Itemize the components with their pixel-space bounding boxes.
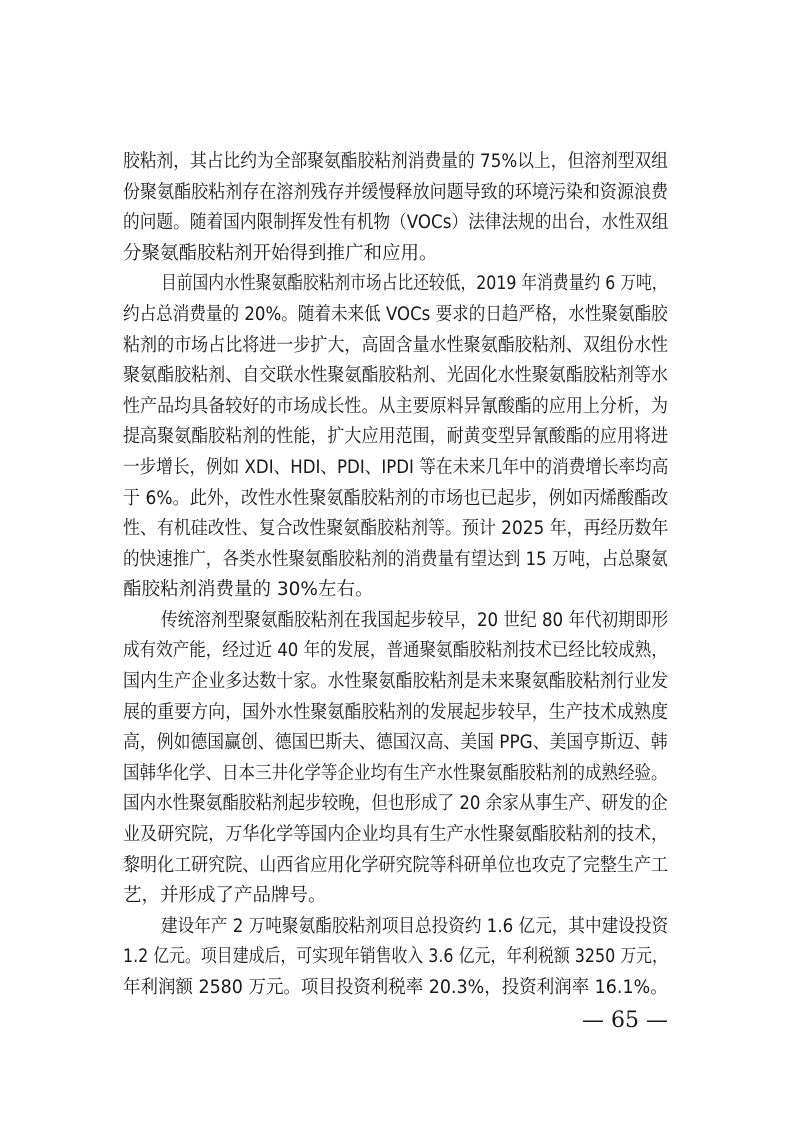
text-line: 传统溶剂型聚氨酯胶粘剂在我国起步较早，20 世纪 80 年代初期即形: [161, 609, 669, 631]
text-line: 国内水性聚氨酯胶粘剂起步较晚，但也形成了 20 余家从事生产、研发的企: [123, 793, 668, 815]
text-line: 艺，并形成了产品牌号。: [123, 885, 327, 907]
text-line: 的快速推广，各类水性聚氨酯胶粘剂的消费量有望达到 15 万吨，占总聚氨: [123, 548, 668, 570]
text-line: 份聚氨酯胶粘剂存在溶剂残存并缓慢释放问题导致的环境污染和资源浪费: [123, 181, 669, 203]
text-line: 业及研究院，万华化学等国内企业均具有生产水性聚氨酯胶粘剂的技术，: [123, 824, 669, 846]
text-line: 成有效产能，经过近 40 年的发展，普通聚氨酯胶粘剂技术已经比较成熟，: [123, 640, 668, 662]
text-line: 粘剂的市场占比将进一步扩大，高固含量水性聚氨酯胶粘剂、双组份水性: [123, 334, 669, 356]
text-line: 分聚氨酯胶粘剂开始得到推广和应用。: [123, 242, 438, 264]
text-line: 酯胶粘剂消费量的 30%左右。: [123, 579, 374, 601]
text-line: 高，例如德国赢创、德国巴斯夫、德国汉高、美国 PPG、美国亨斯迈、韩: [123, 732, 668, 754]
text-line: 的问题。随着国内限制挥发性有机物（VOCs）法律法规的出台，水性双组: [123, 212, 669, 234]
text-line: 黎明化工研究院、山西省应用化学研究院等科研单位也攻克了完整生产工: [123, 854, 669, 876]
text-line: 一步增长，例如 XDI、HDI、PDI、IPDI 等在未来几年中的消费增长率均高: [123, 456, 669, 478]
text-line: 年利润额 2580 万元。项目投资利税率 20.3%，投资利润率 16.1%。: [123, 977, 668, 998]
text-line: 国内生产企业多达数十家。水性聚氨酯胶粘剂是未来聚氨酯胶粘剂行业发: [123, 671, 669, 693]
text-line: 约占总消费量的 20%。随着未来低 VOCs 要求的日趋严格，水性聚氨酯胶: [123, 303, 668, 325]
text-line: 提高聚氨酯胶粘剂的性能，扩大应用范围，耐黄变型异氰酸酯的应用将进: [123, 426, 669, 448]
text-line: 目前国内水性聚氨酯胶粘剂市场占比还较低，2019 年消费量约 6 万吨，: [161, 273, 668, 295]
text-line: 胶粘剂，其占比约为全部聚氨酯胶粘剂消费量的 75%以上，但溶剂型双组: [123, 151, 669, 172]
page-number: — 65 —: [582, 1008, 668, 1033]
text-line: 性产品均具备较好的市场成长性。从主要原料异氰酸酯的应用上分析，为: [123, 395, 669, 417]
text-line: 建设年产 2 万吨聚氨酯胶粘剂项目总投资约 1.6 亿元，其中建设投资: [161, 915, 669, 937]
text-line: 1.2 亿元。项目建成后，可实现年销售收入 3.6 亿元，年利税额 3250 万元，: [123, 946, 668, 968]
text-line: 展的重要方向，国外水性聚氨酯胶粘剂的发展起步较早，生产技术成熟度: [123, 701, 669, 723]
text-line: 于 6%。此外，改性水性聚氨酯胶粘剂的市场也已起步，例如丙烯酸酯改: [123, 487, 669, 509]
text-line: 国韩华化学、日本三井化学等企业均有生产水性聚氨酯胶粘剂的成熟经验。: [123, 762, 668, 784]
text-line: 聚氨酯胶粘剂、自交联水性聚氨酯胶粘剂、光固化水性聚氨酯胶粘剂等水: [123, 365, 669, 387]
text-line: 性、有机硅改性、复合改性聚氨酯胶粘剂等。预计 2025 年，再经历数年: [123, 518, 669, 540]
